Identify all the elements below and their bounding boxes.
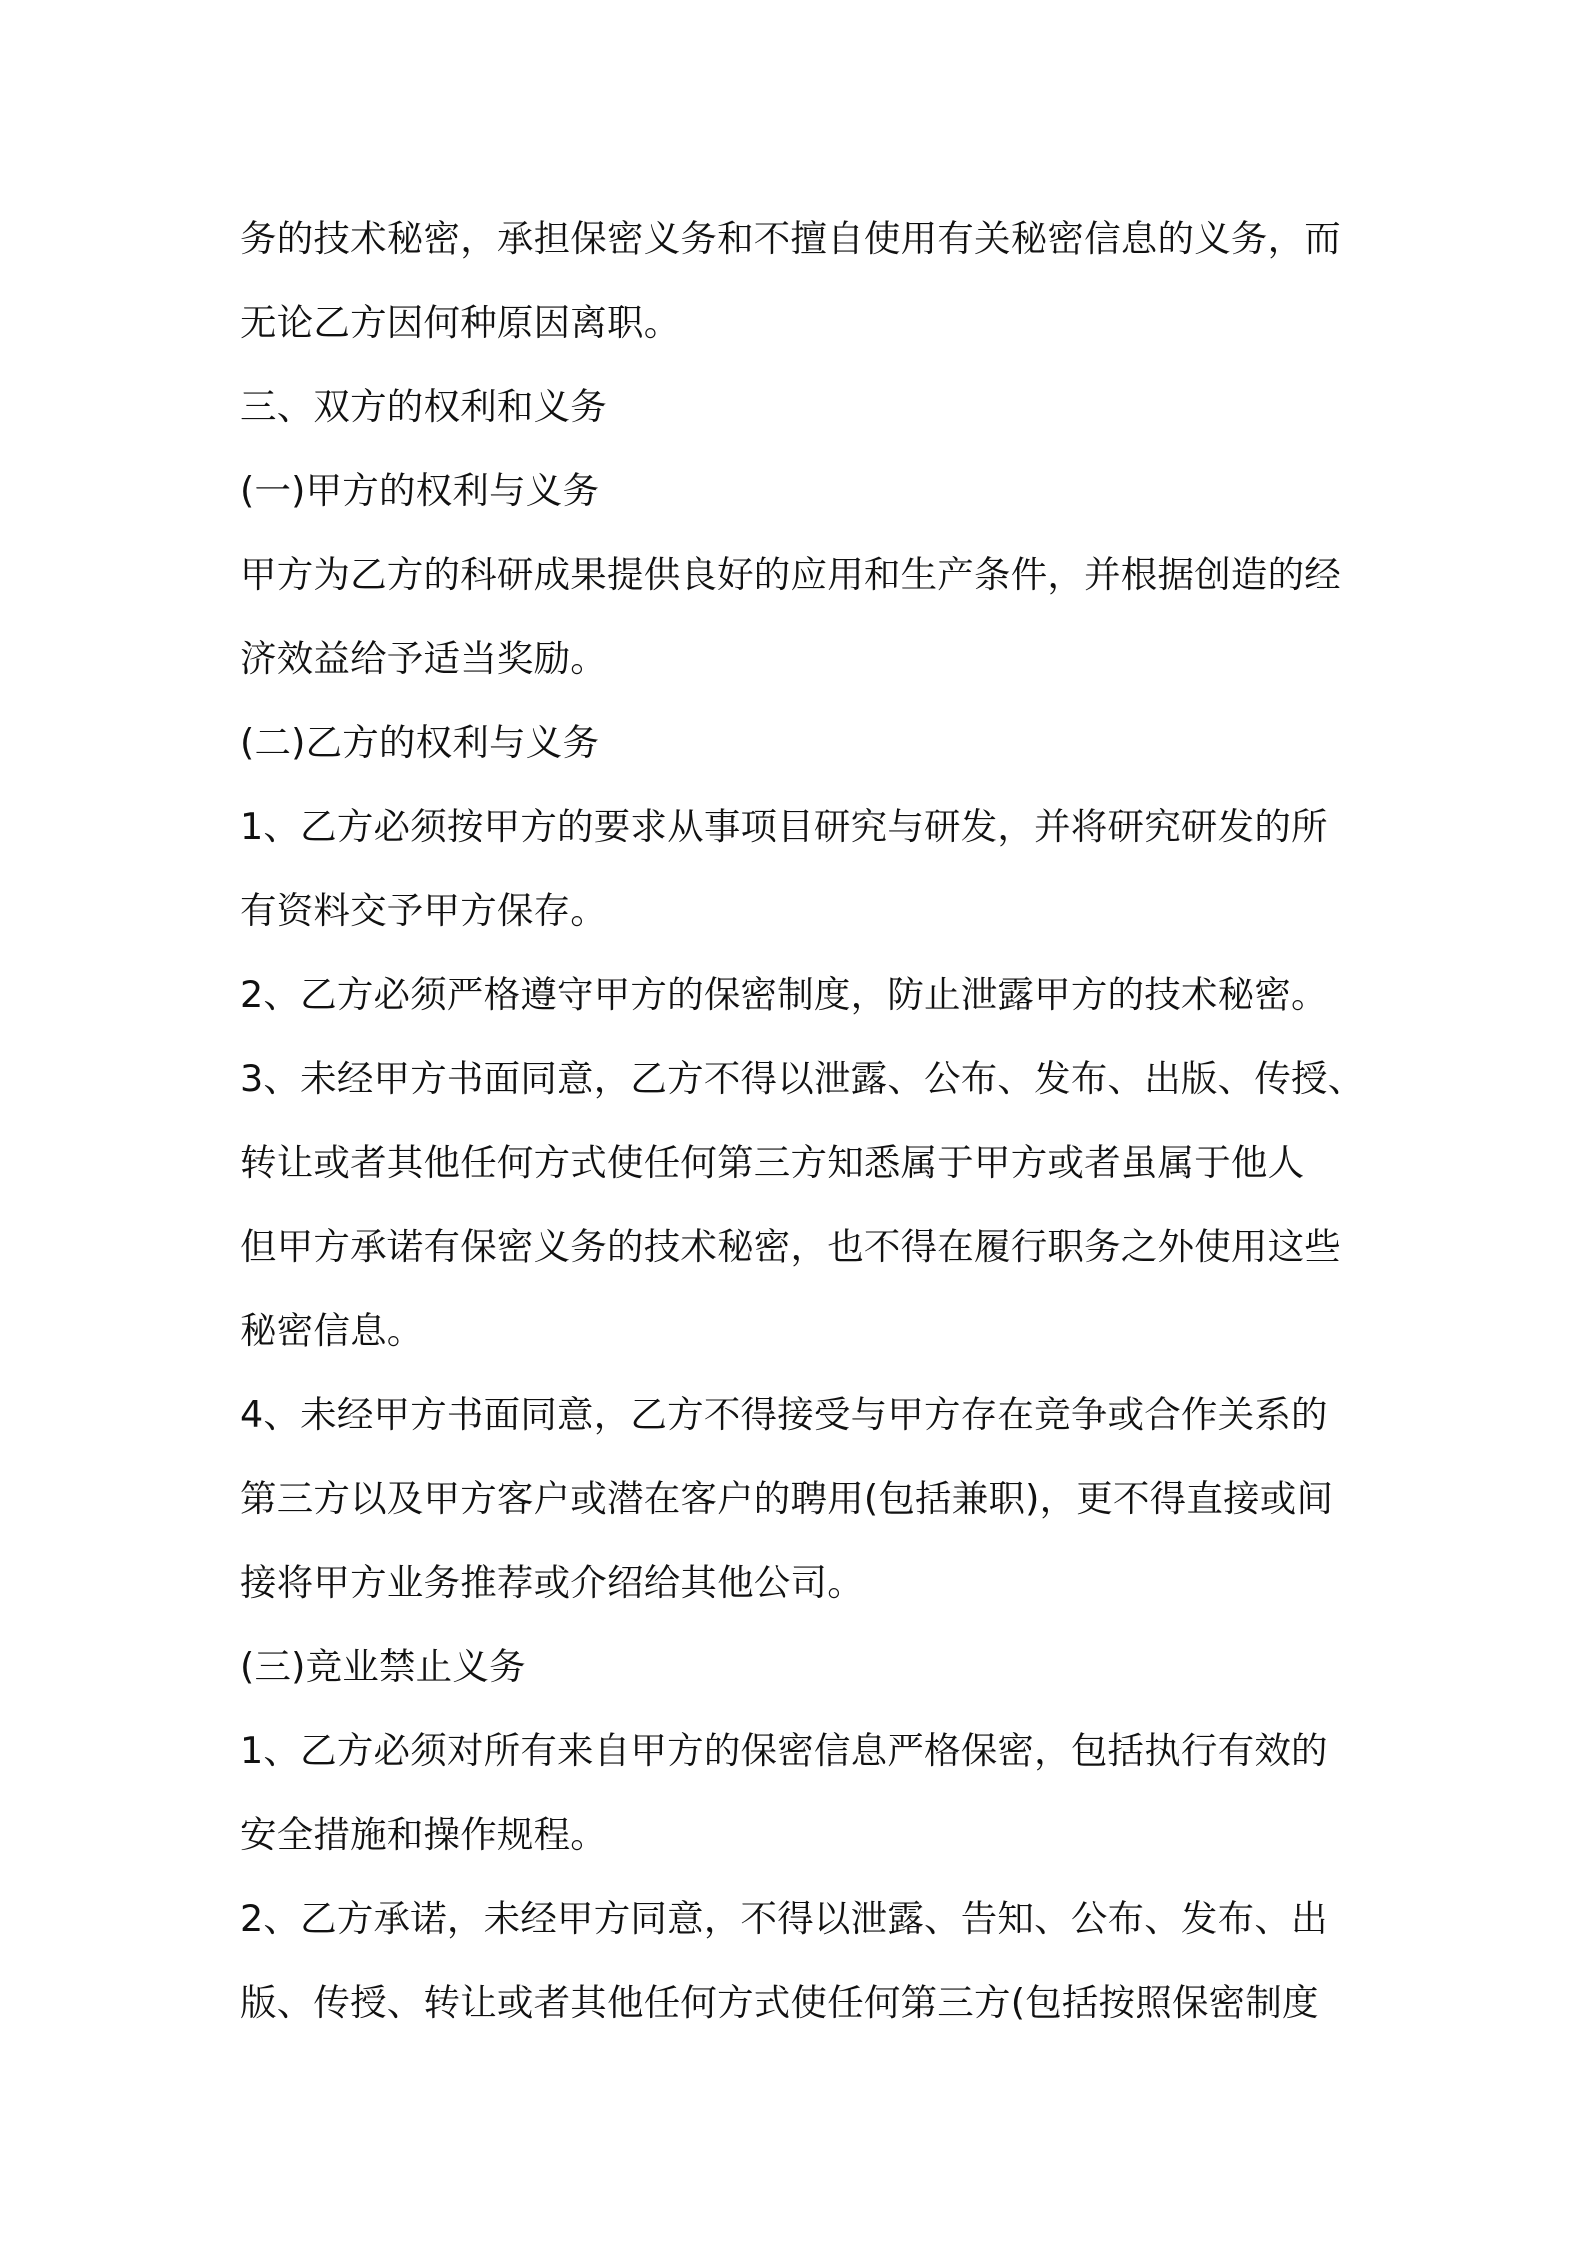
text-line: 2、乙方承诺，未经甲方同意，不得以泄露、告知、公布、发布、出 [240, 1897, 1328, 1940]
subsection-heading: (三)竞业禁止义务 [240, 1645, 526, 1688]
text-line: 1、乙方必须对所有来自甲方的保密信息严格保密，包括执行有效的 [240, 1729, 1328, 1772]
document-body [240, 197, 1365, 2045]
subsection-heading: (一)甲方的权利与义务 [240, 469, 600, 512]
text-line: 3、未经甲方书面同意，乙方不得以泄露、公布、发布、出版、传授、 [240, 1057, 1365, 1100]
text-line: 安全措施和操作规程。 [240, 1813, 607, 1856]
text-line: 转让或者其他任何方式使任何第三方知悉属于甲方或者虽属于他人 [240, 1141, 1305, 1184]
text-line: 4、未经甲方书面同意，乙方不得接受与甲方存在竞争或合作关系的 [240, 1393, 1328, 1436]
text-line: 务的技术秘密，承担保密义务和不擅自使用有关秘密信息的义务，而 [240, 217, 1341, 260]
section-heading: 三、双方的权利和义务 [240, 385, 607, 428]
text-line: 第三方以及甲方客户或潜在客户的聘用(包括兼职)，更不得直接或间 [240, 1477, 1334, 1520]
text-line: 无论乙方因何种原因离职。 [240, 301, 681, 344]
text-line: 1、乙方必须按甲方的要求从事项目研究与研发，并将研究研发的所 [240, 805, 1328, 848]
text-line: 甲方为乙方的科研成果提供良好的应用和生产条件，并根据创造的经 [240, 553, 1341, 596]
text-line: 秘密信息。 [240, 1309, 424, 1352]
text-line: 2、乙方必须严格遵守甲方的保密制度，防止泄露甲方的技术秘密。 [240, 973, 1328, 1016]
subsection-heading: (二)乙方的权利与义务 [240, 721, 600, 764]
text-line: 有资料交予甲方保存。 [240, 889, 607, 932]
text-line: 版、传授、转让或者其他任何方式使任何第三方(包括按照保密制度 [240, 1981, 1319, 2024]
text-line: 但甲方承诺有保密义务的技术秘密，也不得在履行职务之外使用这些 [240, 1225, 1341, 1268]
text-line: 接将甲方业务推荐或介绍给其他公司。 [240, 1561, 864, 1604]
text-line: 济效益给予适当奖励。 [240, 637, 607, 680]
